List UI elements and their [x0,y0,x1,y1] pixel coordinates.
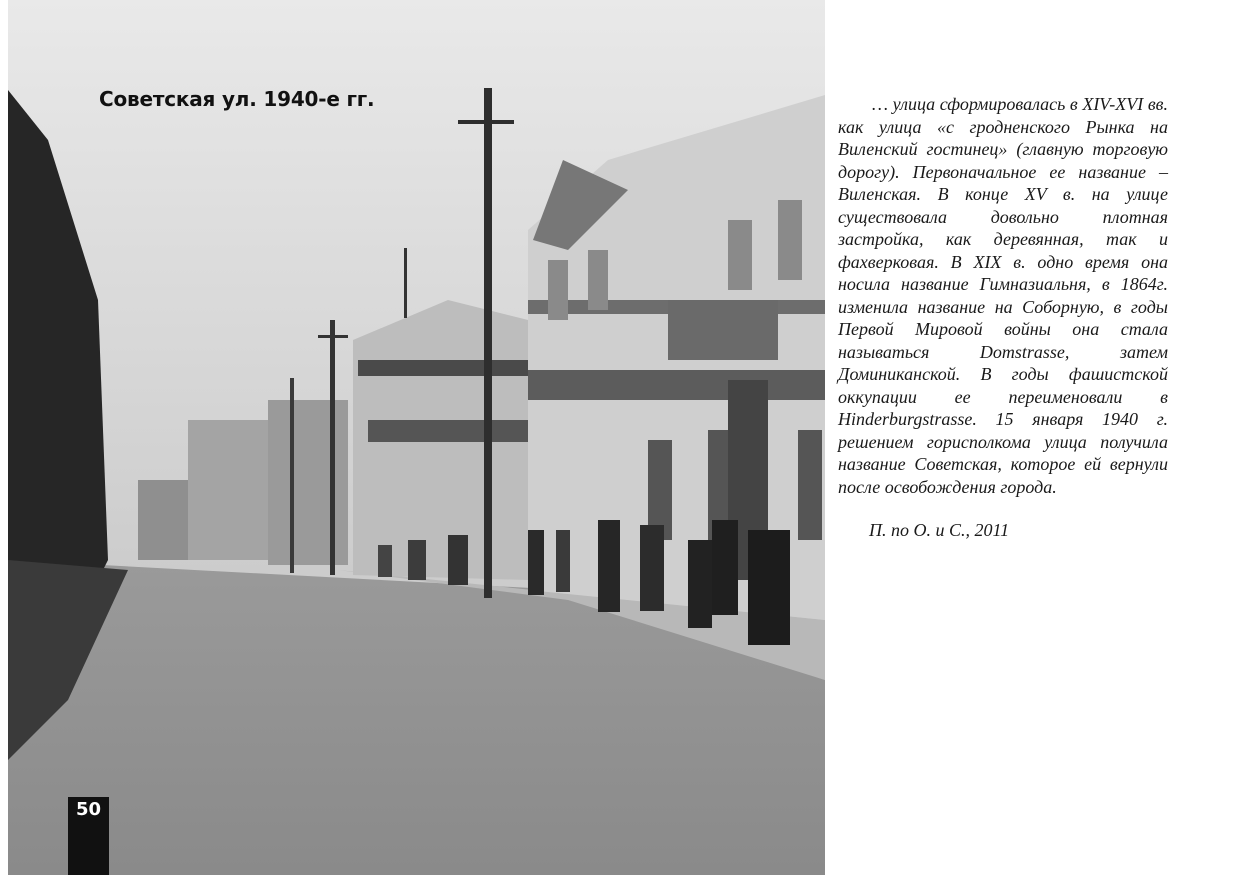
article-text [838,93,1168,542]
page-number: 50 [75,799,102,820]
historic-street-photo [8,0,825,875]
article-signature: П. по О. и С., 2011 [869,520,1010,540]
street-photo-illustration [8,0,825,875]
page-number-tab [68,797,109,875]
photo-caption: Советская ул. 1940-е гг. [99,87,375,111]
article-paragraph: … улица сформировалась в XIV-XVI вв. как улица «с гродненского Рынка на Виленский гостинец» (главную торговую дорогу). Первоначальное ее название – Виленская. В конце XV в. на улице существовала довольно плотная застройка, как деревянная, так и фахверковая. В XIX в. одно время она носила название Гимназиальня, в 1864г. изменила название на Соборную, в годы Первой Мировой войны она стала называться Domstrasse, затем Доминиканской. В годы фашистской оккупации ее переименовали в Hinderburgstrasse. 15 января 1940 г. решением горисполкома улица получила название Советская, которое ей вернули после освобождения города. [838,94,1168,497]
page-left-margin [0,0,8,875]
